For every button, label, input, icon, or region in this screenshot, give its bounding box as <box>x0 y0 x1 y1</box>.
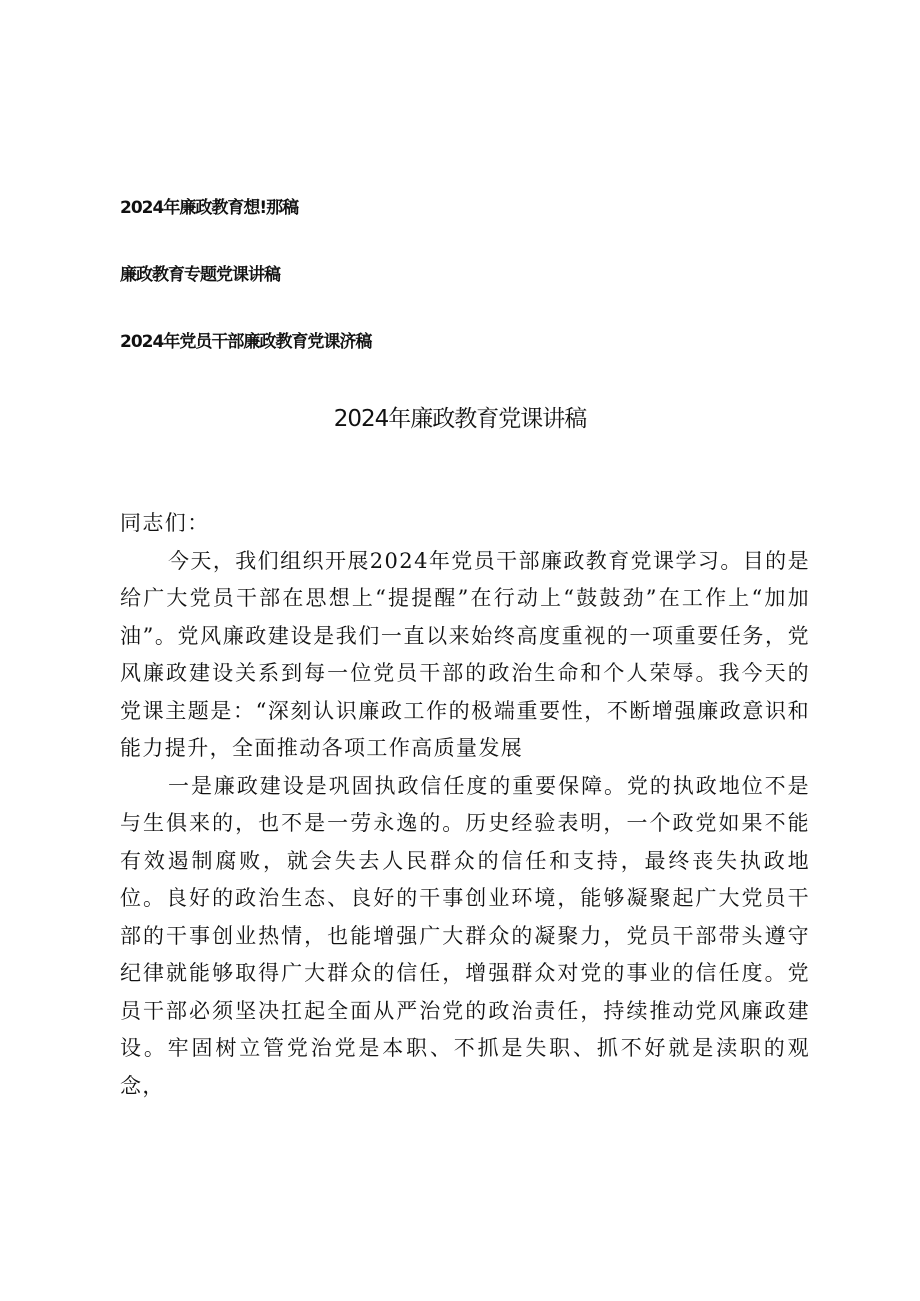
toc-item: 2024年廉政教育想!那稿 <box>120 198 299 218</box>
toc-item: 2024年党员干部廉政教育党课济稿 <box>120 332 372 352</box>
document-body <box>120 505 810 1105</box>
salutation: 同志们： <box>120 511 210 535</box>
toc-item: 廉政教育专题党课讲稿 <box>120 265 280 285</box>
body-paragraph: 一是廉政建设是巩固执政信任度的重要保障。党的执政地位不是与生俱来的，也不是一劳永逸的。历史经验表明，一个政党如果不能有效遏制腐败，就会失去人民群众的信任和支持，最终丧失执政地位。良好的政治生态、良好的干事创业环境，能够凝聚起广大党员干部的干事创业热情，也能增强广大群众的凝聚力，党员干部带头遵守纪律就能够取得广大群众的信任，增强群众对党的事业的信任度。党员干部必须坚决扛起全面从严治党的政治责任，持续推动党风廉政建设。牢固树立管党治党是本职、不抓是失职、抓不好就是渎职的观念， <box>120 773 810 1098</box>
table-of-contents <box>120 196 720 355</box>
document-title: 2024年廉政教育党课讲稿 <box>333 406 587 432</box>
body-paragraph: 今天，我们组织开展2024年党员干部廉政教育党课学习。目的是给广大党员干部在思想上“提提醒”在行动上“鼓鼓劲”在工作上“加加油”。党风廉政建设是我们一直以来始终高度重视的一项重要任务，党风廉政建设关系到每一位党员干部的政治生命和个人荣辱。我今天的党课主题是：“深刻认识廉政工作的极端重要性，不断增强廉政意识和能力提升，全面推动各项工作高质量发展 <box>120 548 810 760</box>
